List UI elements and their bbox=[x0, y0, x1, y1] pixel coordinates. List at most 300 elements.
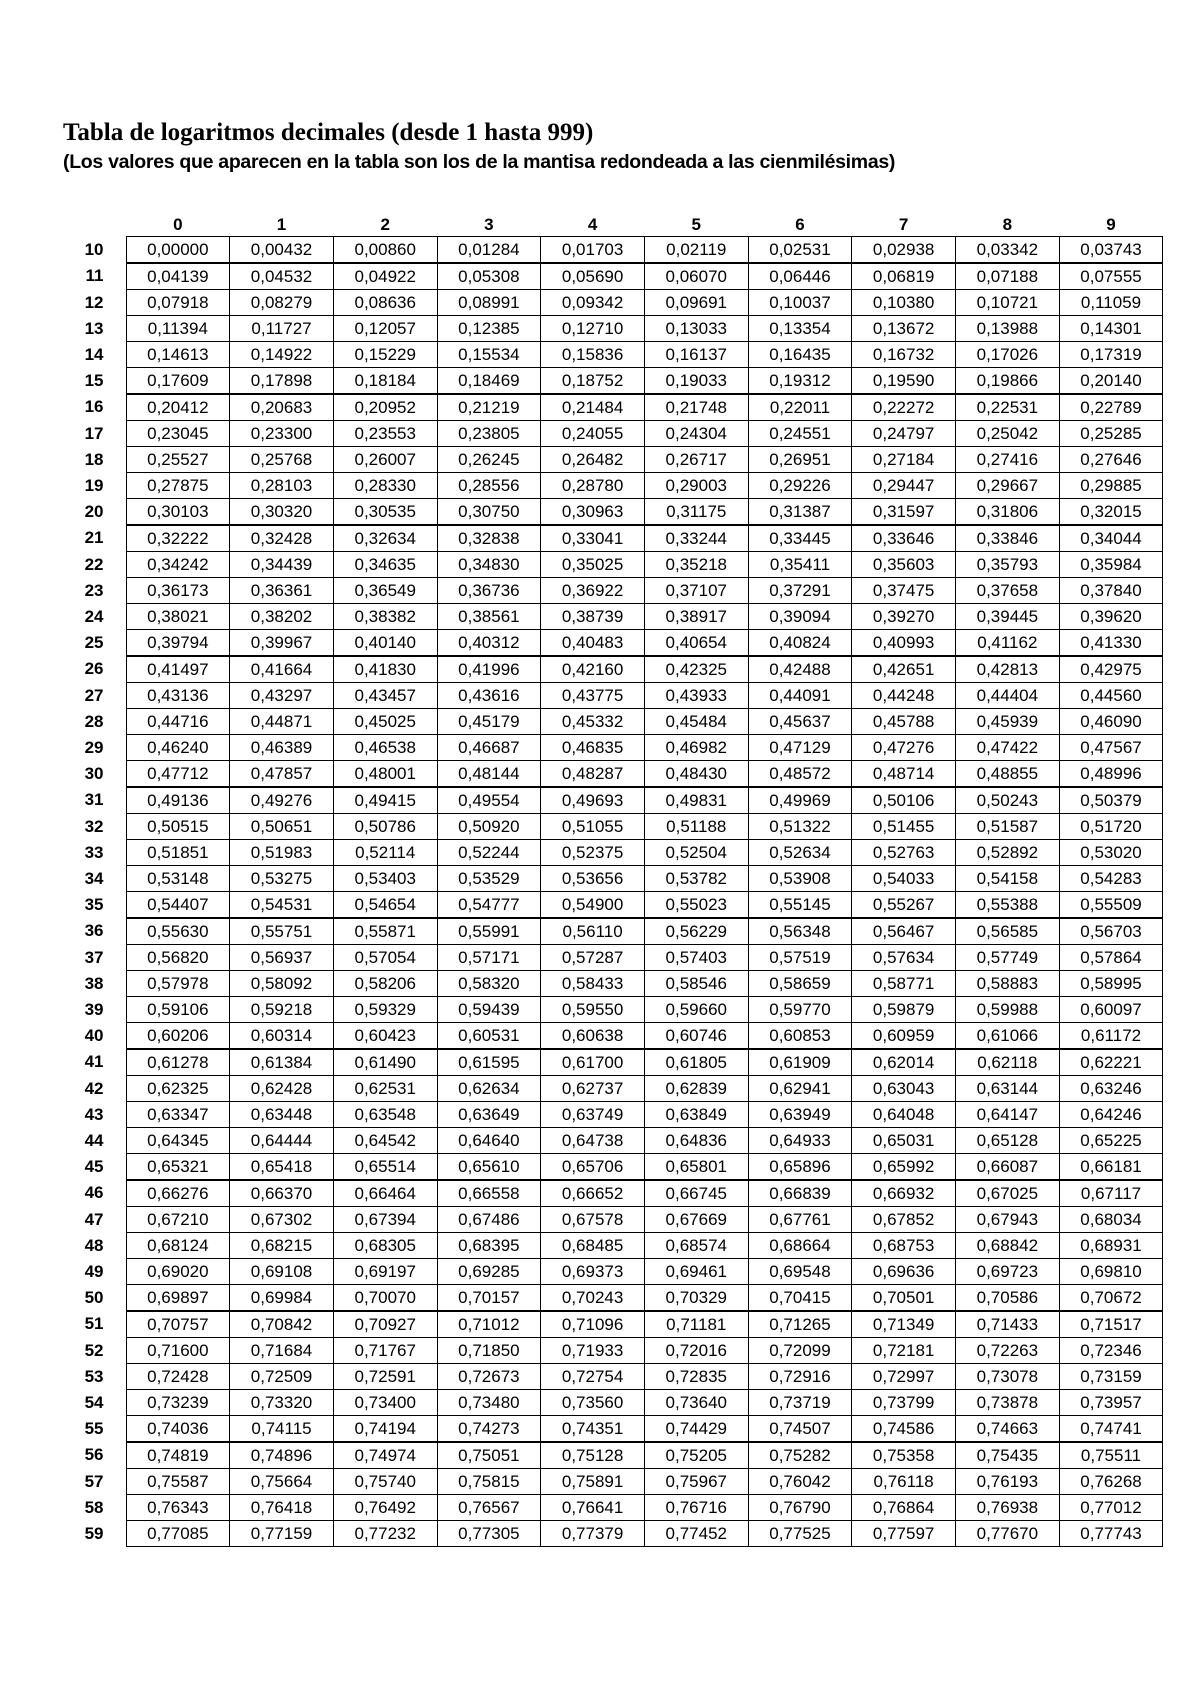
row-header: 26 bbox=[84, 659, 104, 679]
table-cell: 0,14613 bbox=[126, 342, 230, 368]
table-cell: 0,34830 bbox=[437, 552, 541, 578]
table-cell: 0,74351 bbox=[541, 1416, 645, 1443]
row-header: 14 bbox=[84, 344, 104, 364]
table-cell: 0,62325 bbox=[126, 1076, 230, 1102]
table-cell: 0,64246 bbox=[1059, 1102, 1163, 1128]
table-cell: 0,54407 bbox=[126, 892, 230, 919]
table-cell: 0,60638 bbox=[541, 1023, 645, 1050]
table-cell: 0,28330 bbox=[333, 473, 437, 499]
table-cell: 0,56110 bbox=[541, 918, 645, 945]
table-cell: 0,51851 bbox=[126, 840, 230, 866]
row-header: 23 bbox=[84, 580, 104, 600]
table-cell: 0,49831 bbox=[644, 787, 748, 814]
table-cell: 0,12710 bbox=[541, 316, 645, 342]
table-cell: 0,38739 bbox=[541, 604, 645, 630]
table-cell: 0,48855 bbox=[956, 761, 1060, 788]
table-cell: 0,71433 bbox=[956, 1311, 1060, 1338]
table-cell: 0,45025 bbox=[333, 709, 437, 735]
table-cell: 0,66932 bbox=[852, 1180, 956, 1207]
table-cell: 0,48144 bbox=[437, 761, 541, 788]
table-cell: 0,72916 bbox=[748, 1364, 852, 1390]
table-cell: 0,73159 bbox=[1059, 1364, 1163, 1390]
row-header: 22 bbox=[84, 554, 104, 574]
table-cell: 0,59660 bbox=[644, 997, 748, 1023]
table-cell: 0,33846 bbox=[956, 525, 1060, 552]
table-cell: 0,67394 bbox=[333, 1207, 437, 1233]
table-cell: 0,08636 bbox=[333, 290, 437, 316]
table-cell: 0,51055 bbox=[541, 814, 645, 840]
table-cell: 0,71181 bbox=[644, 1311, 748, 1338]
table-cell: 0,04139 bbox=[126, 263, 230, 290]
table-cell: 0,38917 bbox=[644, 604, 748, 630]
table-cell: 0,68485 bbox=[541, 1233, 645, 1259]
table-cell: 0,21748 bbox=[644, 394, 748, 421]
table-cell: 0,58206 bbox=[333, 971, 437, 997]
table-cell: 0,58433 bbox=[541, 971, 645, 997]
table-row bbox=[63, 368, 1163, 395]
row-header: 49 bbox=[84, 1261, 104, 1281]
table-cell: 0,25768 bbox=[230, 447, 334, 473]
table-cell: 0,61909 bbox=[748, 1049, 852, 1076]
table-cell: 0,47857 bbox=[230, 761, 334, 788]
table-cell: 0,70157 bbox=[437, 1285, 541, 1312]
table-cell: 0,37658 bbox=[956, 578, 1060, 604]
table-cell: 0,32222 bbox=[126, 525, 230, 552]
table-cell: 0,62531 bbox=[333, 1076, 437, 1102]
table-row bbox=[63, 1023, 1163, 1050]
table-cell: 0,30103 bbox=[126, 499, 230, 526]
table-cell: 0,24304 bbox=[644, 421, 748, 447]
table-cell: 0,29226 bbox=[748, 473, 852, 499]
table-cell: 0,60206 bbox=[126, 1023, 230, 1050]
page-subtitle: (Los valores que aparecen en la tabla son los de la mantisa redondeada a las cienmilésimas) bbox=[63, 151, 896, 173]
table-cell: 0,55991 bbox=[437, 918, 541, 945]
column-header-8: 8 bbox=[1002, 215, 1013, 234]
table-cell: 0,22272 bbox=[852, 394, 956, 421]
table-cell: 0,50651 bbox=[230, 814, 334, 840]
table-cell: 0,49276 bbox=[230, 787, 334, 814]
table-cell: 0,66276 bbox=[126, 1180, 230, 1207]
row-header: 33 bbox=[84, 842, 104, 862]
table-cell: 0,25042 bbox=[956, 421, 1060, 447]
table-cell: 0,62839 bbox=[644, 1076, 748, 1102]
table-cell: 0,30320 bbox=[230, 499, 334, 526]
table-cell: 0,55751 bbox=[230, 918, 334, 945]
table-cell: 0,31806 bbox=[956, 499, 1060, 526]
table-cell: 0,16732 bbox=[852, 342, 956, 368]
row-header: 17 bbox=[84, 423, 104, 443]
table-cell: 0,71850 bbox=[437, 1338, 541, 1364]
table-cell: 0,61384 bbox=[230, 1049, 334, 1076]
table-row bbox=[63, 394, 1163, 421]
table-cell: 0,11727 bbox=[230, 316, 334, 342]
table-cell: 0,64738 bbox=[541, 1128, 645, 1154]
table-cell: 0,67117 bbox=[1059, 1180, 1163, 1207]
table-cell: 0,70243 bbox=[541, 1285, 645, 1312]
table-cell: 0,61490 bbox=[333, 1049, 437, 1076]
table-cell: 0,00000 bbox=[126, 237, 230, 264]
table-cell: 0,75435 bbox=[956, 1442, 1060, 1469]
table-cell: 0,63548 bbox=[333, 1102, 437, 1128]
row-header: 42 bbox=[84, 1078, 104, 1098]
row-header: 57 bbox=[84, 1471, 104, 1491]
table-cell: 0,55267 bbox=[852, 892, 956, 919]
table-cell: 0,32634 bbox=[333, 525, 437, 552]
table-cell: 0,60423 bbox=[333, 1023, 437, 1050]
table-cell: 0,48287 bbox=[541, 761, 645, 788]
table-cell: 0,64048 bbox=[852, 1102, 956, 1128]
table-cell: 0,68395 bbox=[437, 1233, 541, 1259]
table-cell: 0,57864 bbox=[1059, 945, 1163, 971]
table-cell: 0,54158 bbox=[956, 866, 1060, 892]
table-cell: 0,51587 bbox=[956, 814, 1060, 840]
row-header: 15 bbox=[84, 370, 104, 390]
table-cell: 0,51188 bbox=[644, 814, 748, 840]
table-cell: 0,10380 bbox=[852, 290, 956, 316]
table-cell: 0,19312 bbox=[748, 368, 852, 395]
table-cell: 0,52892 bbox=[956, 840, 1060, 866]
table-cell: 0,32838 bbox=[437, 525, 541, 552]
table-header bbox=[63, 211, 1163, 237]
table-cell: 0,75587 bbox=[126, 1469, 230, 1495]
table-cell: 0,04532 bbox=[230, 263, 334, 290]
table-cell: 0,74507 bbox=[748, 1416, 852, 1443]
table-cell: 0,63849 bbox=[644, 1102, 748, 1128]
table-cell: 0,40654 bbox=[644, 630, 748, 657]
table-cell: 0,48430 bbox=[644, 761, 748, 788]
table-cell: 0,58995 bbox=[1059, 971, 1163, 997]
table-cell: 0,63749 bbox=[541, 1102, 645, 1128]
table-cell: 0,21484 bbox=[541, 394, 645, 421]
table-cell: 0,76938 bbox=[956, 1495, 1060, 1521]
column-header-4: 4 bbox=[587, 215, 598, 234]
row-header: 19 bbox=[84, 475, 104, 495]
table-cell: 0,75051 bbox=[437, 1442, 541, 1469]
table-cell: 0,63246 bbox=[1059, 1076, 1163, 1102]
table-cell: 0,30535 bbox=[333, 499, 437, 526]
table-cell: 0,60746 bbox=[644, 1023, 748, 1050]
table-cell: 0,66370 bbox=[230, 1180, 334, 1207]
table-cell: 0,17319 bbox=[1059, 342, 1163, 368]
table-cell: 0,35603 bbox=[852, 552, 956, 578]
table-cell: 0,50515 bbox=[126, 814, 230, 840]
table-cell: 0,35984 bbox=[1059, 552, 1163, 578]
table-cell: 0,66558 bbox=[437, 1180, 541, 1207]
table-cell: 0,29667 bbox=[956, 473, 1060, 499]
table-row bbox=[63, 552, 1163, 578]
table-cell: 0,23553 bbox=[333, 421, 437, 447]
table-cell: 0,35411 bbox=[748, 552, 852, 578]
table-cell: 0,73560 bbox=[541, 1390, 645, 1416]
table-cell: 0,26951 bbox=[748, 447, 852, 473]
table-cell: 0,65706 bbox=[541, 1154, 645, 1181]
table-cell: 0,55509 bbox=[1059, 892, 1163, 919]
table-cell: 0,56585 bbox=[956, 918, 1060, 945]
table-cell: 0,59550 bbox=[541, 997, 645, 1023]
table-cell: 0,72997 bbox=[852, 1364, 956, 1390]
table-cell: 0,12385 bbox=[437, 316, 541, 342]
table-cell: 0,02119 bbox=[644, 237, 748, 264]
table-cell: 0,62221 bbox=[1059, 1049, 1163, 1076]
table-cell: 0,69548 bbox=[748, 1259, 852, 1285]
table-cell: 0,29885 bbox=[1059, 473, 1163, 499]
table-row bbox=[63, 525, 1163, 552]
table-cell: 0,54033 bbox=[852, 866, 956, 892]
table-cell: 0,69197 bbox=[333, 1259, 437, 1285]
table-cell: 0,64836 bbox=[644, 1128, 748, 1154]
table-cell: 0,43775 bbox=[541, 683, 645, 709]
table-cell: 0,54531 bbox=[230, 892, 334, 919]
table-cell: 0,13672 bbox=[852, 316, 956, 342]
table-cell: 0,65418 bbox=[230, 1154, 334, 1181]
row-header: 28 bbox=[84, 711, 104, 731]
table-cell: 0,39270 bbox=[852, 604, 956, 630]
table-cell: 0,58883 bbox=[956, 971, 1060, 997]
table-cell: 0,24797 bbox=[852, 421, 956, 447]
table-row bbox=[63, 630, 1163, 657]
table-cell: 0,57749 bbox=[956, 945, 1060, 971]
table-cell: 0,71600 bbox=[126, 1338, 230, 1364]
row-header: 29 bbox=[84, 737, 104, 757]
table-cell: 0,53148 bbox=[126, 866, 230, 892]
table-row bbox=[63, 709, 1163, 735]
table-cell: 0,02531 bbox=[748, 237, 852, 264]
table-cell: 0,67761 bbox=[748, 1207, 852, 1233]
table-cell: 0,66839 bbox=[748, 1180, 852, 1207]
column-header-5: 5 bbox=[691, 215, 702, 234]
table-cell: 0,75891 bbox=[541, 1469, 645, 1495]
table-cell: 0,66181 bbox=[1059, 1154, 1163, 1181]
table-cell: 0,57519 bbox=[748, 945, 852, 971]
table-cell: 0,15836 bbox=[541, 342, 645, 368]
table-cell: 0,59770 bbox=[748, 997, 852, 1023]
row-header: 41 bbox=[84, 1052, 104, 1072]
table-cell: 0,76343 bbox=[126, 1495, 230, 1521]
table-cell: 0,51322 bbox=[748, 814, 852, 840]
table-row bbox=[63, 945, 1163, 971]
table-cell: 0,20412 bbox=[126, 394, 230, 421]
table-cell: 0,59329 bbox=[333, 997, 437, 1023]
table-cell: 0,49554 bbox=[437, 787, 541, 814]
table-cell: 0,65610 bbox=[437, 1154, 541, 1181]
column-header-3: 3 bbox=[484, 215, 494, 234]
row-header: 51 bbox=[84, 1314, 104, 1334]
row-header: 50 bbox=[84, 1287, 104, 1307]
table-row bbox=[63, 290, 1163, 316]
table-cell: 0,67943 bbox=[956, 1207, 1060, 1233]
column-header-1: 1 bbox=[276, 215, 287, 234]
table-cell: 0,27416 bbox=[956, 447, 1060, 473]
table-cell: 0,26717 bbox=[644, 447, 748, 473]
table-cell: 0,76790 bbox=[748, 1495, 852, 1521]
table-cell: 0,22789 bbox=[1059, 394, 1163, 421]
row-header: 11 bbox=[85, 266, 104, 286]
table-cell: 0,73640 bbox=[644, 1390, 748, 1416]
row-header: 27 bbox=[84, 685, 104, 705]
logarithm-table bbox=[63, 211, 1163, 1547]
table-cell: 0,12057 bbox=[333, 316, 437, 342]
table-cell: 0,72181 bbox=[852, 1338, 956, 1364]
table-cell: 0,52375 bbox=[541, 840, 645, 866]
table-cell: 0,65031 bbox=[852, 1128, 956, 1154]
table-cell: 0,44248 bbox=[852, 683, 956, 709]
table-cell: 0,59218 bbox=[230, 997, 334, 1023]
table-cell: 0,57287 bbox=[541, 945, 645, 971]
table-cell: 0,71684 bbox=[230, 1338, 334, 1364]
table-cell: 0,53782 bbox=[644, 866, 748, 892]
table-cell: 0,39794 bbox=[126, 630, 230, 657]
table-cell: 0,71265 bbox=[748, 1311, 852, 1338]
table-cell: 0,56820 bbox=[126, 945, 230, 971]
table-cell: 0,05690 bbox=[541, 263, 645, 290]
table-cell: 0,54283 bbox=[1059, 866, 1163, 892]
table-cell: 0,76193 bbox=[956, 1469, 1060, 1495]
table-cell: 0,65514 bbox=[333, 1154, 437, 1181]
table-cell: 0,46835 bbox=[541, 735, 645, 761]
table-cell: 0,25527 bbox=[126, 447, 230, 473]
table-cell: 0,57054 bbox=[333, 945, 437, 971]
table-row bbox=[63, 342, 1163, 368]
row-header: 47 bbox=[84, 1209, 104, 1229]
table-row bbox=[63, 1416, 1163, 1443]
table-cell: 0,77379 bbox=[541, 1521, 645, 1547]
table-cell: 0,63649 bbox=[437, 1102, 541, 1128]
row-header: 16 bbox=[84, 397, 104, 417]
table-cell: 0,50379 bbox=[1059, 787, 1163, 814]
table-cell: 0,16137 bbox=[644, 342, 748, 368]
table-cell: 0,47712 bbox=[126, 761, 230, 788]
table-cell: 0,66745 bbox=[644, 1180, 748, 1207]
table-cell: 0,63949 bbox=[748, 1102, 852, 1128]
table-cell: 0,34242 bbox=[126, 552, 230, 578]
table-cell: 0,70672 bbox=[1059, 1285, 1163, 1312]
table-cell: 0,70070 bbox=[333, 1285, 437, 1312]
table-cell: 0,69285 bbox=[437, 1259, 541, 1285]
table-cell: 0,13354 bbox=[748, 316, 852, 342]
table-cell: 0,52244 bbox=[437, 840, 541, 866]
table-cell: 0,42325 bbox=[644, 656, 748, 683]
table-row bbox=[63, 447, 1163, 473]
table-cell: 0,53403 bbox=[333, 866, 437, 892]
table-cell: 0,71096 bbox=[541, 1311, 645, 1338]
table-cell: 0,45788 bbox=[852, 709, 956, 735]
table-cell: 0,76042 bbox=[748, 1469, 852, 1495]
table-cell: 0,59106 bbox=[126, 997, 230, 1023]
table-cell: 0,75358 bbox=[852, 1442, 956, 1469]
table-cell: 0,10721 bbox=[956, 290, 1060, 316]
table-row bbox=[63, 1180, 1163, 1207]
table-cell: 0,56703 bbox=[1059, 918, 1163, 945]
table-cell: 0,19033 bbox=[644, 368, 748, 395]
table-cell: 0,58092 bbox=[230, 971, 334, 997]
table-cell: 0,28103 bbox=[230, 473, 334, 499]
table-cell: 0,27646 bbox=[1059, 447, 1163, 473]
row-header: 39 bbox=[84, 999, 104, 1019]
column-header-0: 0 bbox=[173, 215, 183, 234]
table-cell: 0,60314 bbox=[230, 1023, 334, 1050]
table-cell: 0,20140 bbox=[1059, 368, 1163, 395]
table-cell: 0,28556 bbox=[437, 473, 541, 499]
table-cell: 0,40824 bbox=[748, 630, 852, 657]
table-cell: 0,69373 bbox=[541, 1259, 645, 1285]
table-cell: 0,70842 bbox=[230, 1311, 334, 1338]
table-cell: 0,57403 bbox=[644, 945, 748, 971]
table-cell: 0,76864 bbox=[852, 1495, 956, 1521]
table-cell: 0,62118 bbox=[956, 1049, 1060, 1076]
table-cell: 0,07918 bbox=[126, 290, 230, 316]
table-cell: 0,30963 bbox=[541, 499, 645, 526]
table-cell: 0,20952 bbox=[333, 394, 437, 421]
table-cell: 0,14922 bbox=[230, 342, 334, 368]
table-cell: 0,64345 bbox=[126, 1128, 230, 1154]
table-cell: 0,26482 bbox=[541, 447, 645, 473]
table-cell: 0,64640 bbox=[437, 1128, 541, 1154]
table-cell: 0,75967 bbox=[644, 1469, 748, 1495]
table-cell: 0,42813 bbox=[956, 656, 1060, 683]
table-cell: 0,75511 bbox=[1059, 1442, 1163, 1469]
table-cell: 0,31175 bbox=[644, 499, 748, 526]
row-header: 20 bbox=[84, 501, 104, 521]
row-header: 36 bbox=[84, 921, 104, 941]
table-cell: 0,62737 bbox=[541, 1076, 645, 1102]
table-cell: 0,29447 bbox=[852, 473, 956, 499]
table-cell: 0,74663 bbox=[956, 1416, 1060, 1443]
table-cell: 0,63043 bbox=[852, 1076, 956, 1102]
table-cell: 0,59988 bbox=[956, 997, 1060, 1023]
table-corner bbox=[63, 211, 126, 237]
table-cell: 0,66652 bbox=[541, 1180, 645, 1207]
table-row bbox=[63, 1128, 1163, 1154]
table-cell: 0,74194 bbox=[333, 1416, 437, 1443]
table-cell: 0,43457 bbox=[333, 683, 437, 709]
table-row bbox=[63, 316, 1163, 342]
table-row bbox=[63, 1102, 1163, 1128]
table-cell: 0,22531 bbox=[956, 394, 1060, 421]
table-cell: 0,27184 bbox=[852, 447, 956, 473]
column-header-2: 2 bbox=[380, 215, 390, 234]
table-cell: 0,35025 bbox=[541, 552, 645, 578]
table-cell: 0,02938 bbox=[852, 237, 956, 264]
table-cell: 0,16435 bbox=[748, 342, 852, 368]
table-cell: 0,28780 bbox=[541, 473, 645, 499]
table-row bbox=[63, 1154, 1163, 1181]
table-cell: 0,05308 bbox=[437, 263, 541, 290]
table-cell: 0,55630 bbox=[126, 918, 230, 945]
row-header: 46 bbox=[84, 1183, 104, 1203]
table-cell: 0,74273 bbox=[437, 1416, 541, 1443]
table-cell: 0,71933 bbox=[541, 1338, 645, 1364]
table-cell: 0,70586 bbox=[956, 1285, 1060, 1312]
table-cell: 0,37475 bbox=[852, 578, 956, 604]
table-cell: 0,76118 bbox=[852, 1469, 956, 1495]
table-cell: 0,72673 bbox=[437, 1364, 541, 1390]
table-row bbox=[63, 735, 1163, 761]
table-cell: 0,75815 bbox=[437, 1469, 541, 1495]
table-cell: 0,67025 bbox=[956, 1180, 1060, 1207]
table-cell: 0,65992 bbox=[852, 1154, 956, 1181]
table-cell: 0,41330 bbox=[1059, 630, 1163, 657]
table-cell: 0,40483 bbox=[541, 630, 645, 657]
table-cell: 0,74115 bbox=[230, 1416, 334, 1443]
table-cell: 0,41162 bbox=[956, 630, 1060, 657]
table-cell: 0,03743 bbox=[1059, 237, 1163, 264]
table-cell: 0,44404 bbox=[956, 683, 1060, 709]
table-cell: 0,21219 bbox=[437, 394, 541, 421]
table-cell: 0,52634 bbox=[748, 840, 852, 866]
table-cell: 0,06446 bbox=[748, 263, 852, 290]
table-cell: 0,58659 bbox=[748, 971, 852, 997]
table-cell: 0,19590 bbox=[852, 368, 956, 395]
